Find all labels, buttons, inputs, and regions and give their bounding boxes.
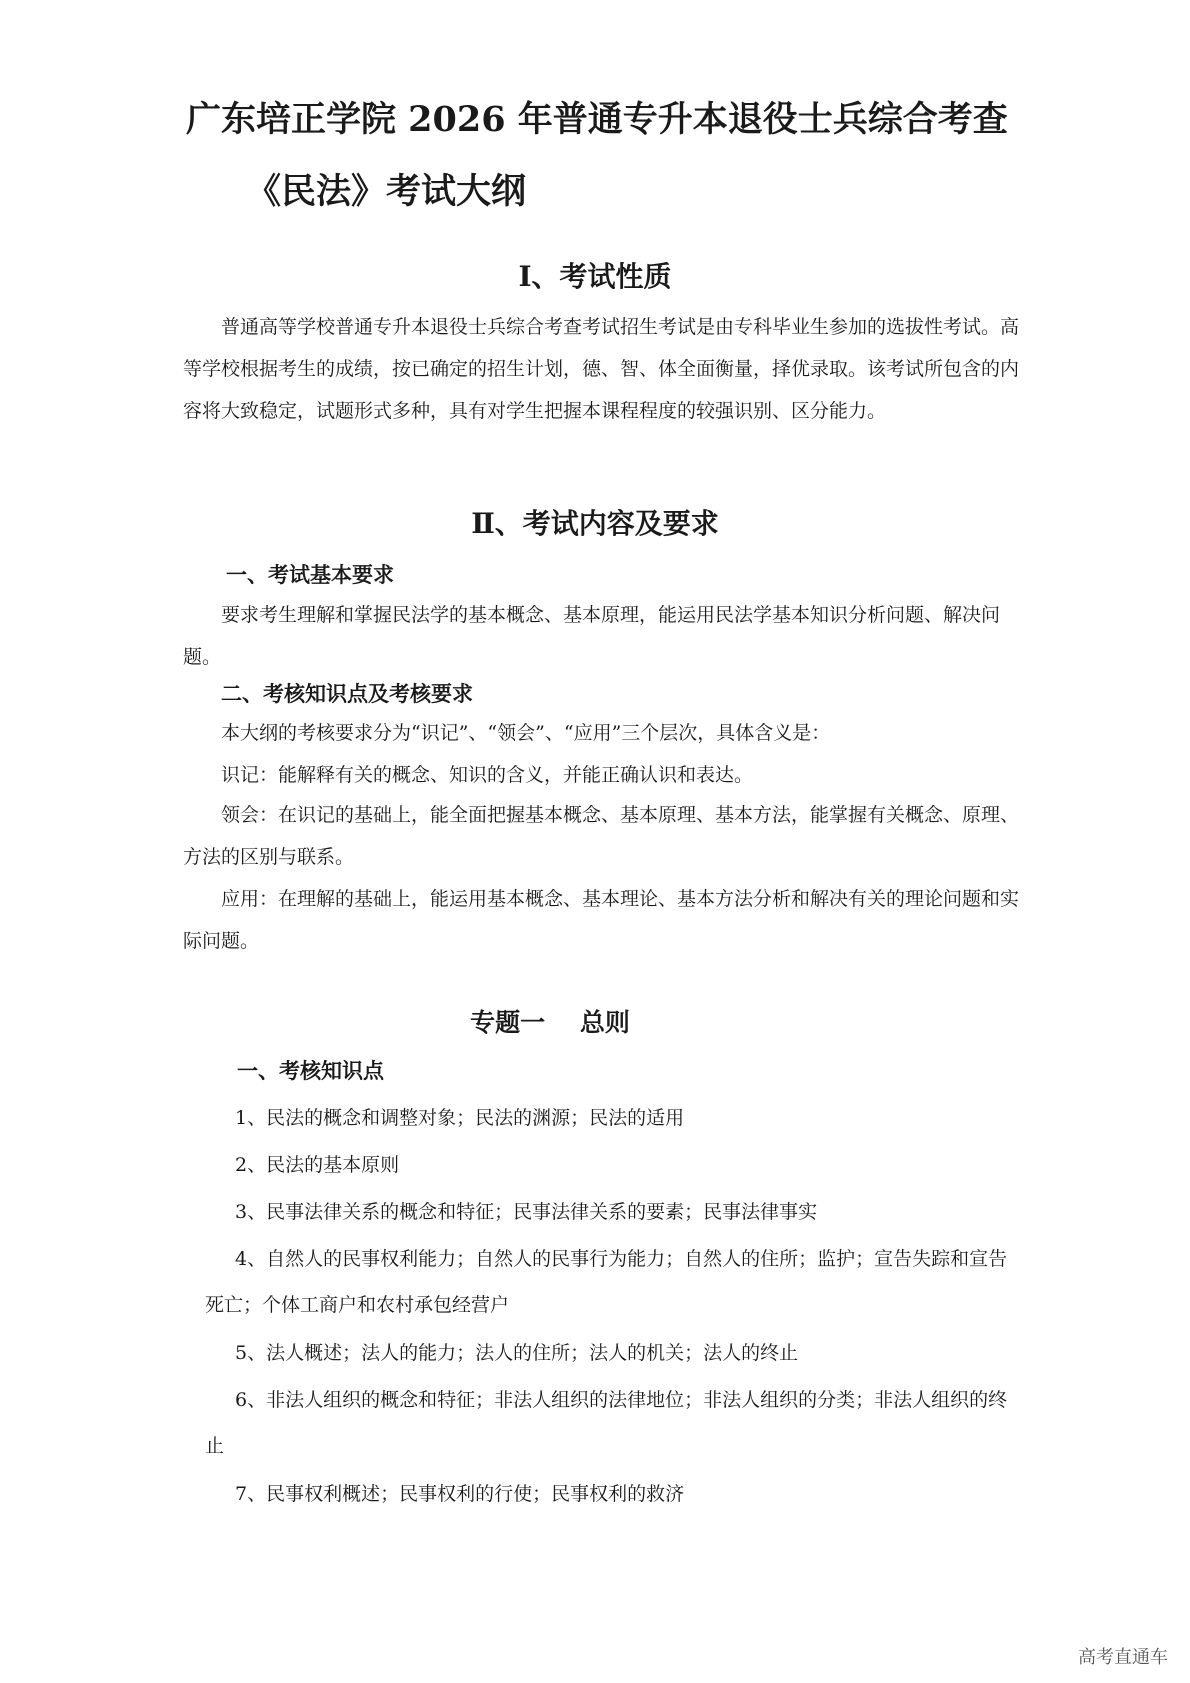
knowledge-point-item: 4、自然人的民事权利能力；自然人的民事行为能力；自然人的住所；监护；宣告失踪和宣告死亡；个体工商户和农村承包经营户: [205, 1248, 1008, 1316]
knowledge-point-item: 7、民事权利概述；民事权利的行使；民事权利的救济: [235, 1483, 685, 1505]
topic-1-knowledge-points-heading: 一、考核知识点: [237, 1058, 384, 1083]
knowledge-point-item: 5、法人概述；法人的能力；法人的住所；法人的机关；法人的终止: [235, 1342, 799, 1364]
subsection-basic-requirements-heading: 一、考试基本要求: [226, 562, 394, 587]
apply-definition: 应用：在理解的基础上，能运用基本概念、基本理论、基本方法分析和解决有关的理论问题和实际问题。: [183, 888, 1020, 952]
understand-definition: 领会：在识记的基础上，能全面把握基本概念、基本原理、基本方法，能掌握有关概念、原理、方法的区别与联系。: [183, 804, 1020, 868]
subsection-knowledge-requirements-heading: 二、考核知识点及考核要求: [221, 681, 473, 706]
knowledge-point-item: 2、民法的基本原则: [235, 1154, 400, 1176]
subsection-basic-requirements-text: 要求考生理解和掌握民法学的基本概念、基本原理，能运用民法学基本知识分析问题、解决问题。: [183, 604, 1001, 668]
knowledge-point-item: 3、民事法律关系的概念和特征；民事法律关系的要素；民事法律事实: [235, 1201, 818, 1223]
watermark-text: 高考直通车: [1078, 1647, 1168, 1668]
topic-1-heading: 专题一 总则: [470, 1008, 630, 1037]
requirement-levels-intro: 本大纲的考核要求分为“识记”、“领会”、“应用”三个层次，具体含义是：: [221, 722, 831, 744]
knowledge-point-item: 6、非法人组织的概念和特征；非法人组织的法律地位；非法人组织的分类；非法人组织的终止: [205, 1389, 1008, 1457]
section-1-heading: Ⅰ、考试性质: [518, 260, 672, 293]
section-1-paragraph: 普通高等学校普通专升本退役士兵综合考查考试招生考试是由专科毕业生参加的选拔性考试。高等学校根据考生的成绩，按已确定的招生计划，德、智、体全面衡量，择优录取。该考试所包含的内容将大致稳定，试题形式多种，具有对学生把握本课程程度的较强识别、区分能力。: [183, 316, 1020, 422]
recall-definition: 识记：能解释有关的概念、知识的含义，并能正确认识和表达。: [221, 764, 754, 786]
knowledge-point-item: 1、民法的概念和调整对象；民法的渊源；民法的适用: [235, 1107, 685, 1129]
document-title-line-2: 《民法》考试大纲: [246, 171, 527, 212]
section-2-heading: Ⅱ、考试内容及要求: [471, 507, 719, 540]
document-title-line-1: 广东培正学院 2026 年普通专升本退役士兵综合考查: [186, 99, 1008, 140]
